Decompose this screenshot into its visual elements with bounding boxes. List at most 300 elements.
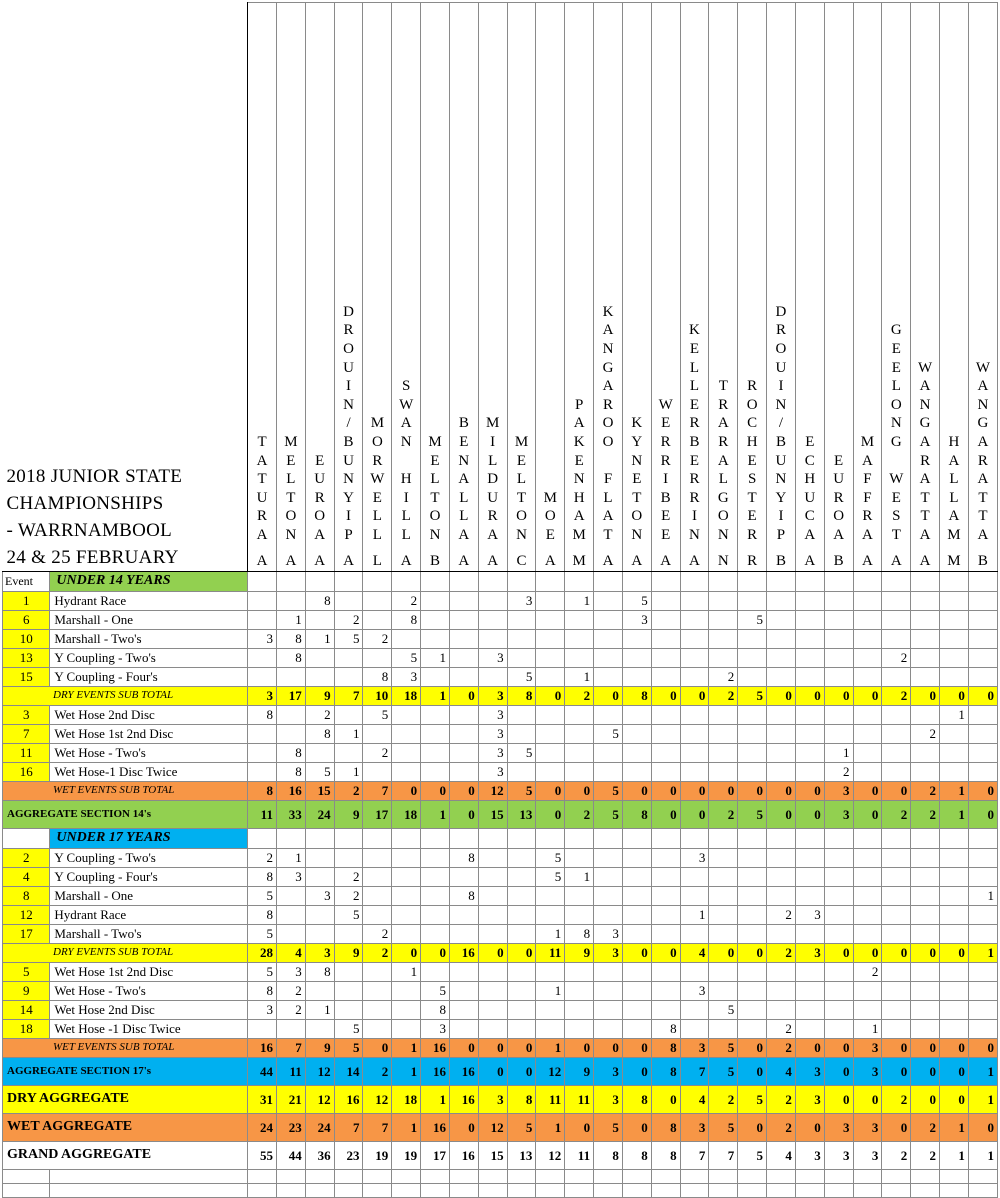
title-line: 2018 JUNIOR STATE [6,465,183,487]
score-cell [334,705,363,724]
section-header-row [3,571,998,591]
score-cell [421,867,450,886]
score-cell: 2 [334,886,363,905]
event-row [3,1000,998,1019]
score-cell [392,981,421,1000]
score-cell: 0 [911,1057,940,1085]
score-cell: 3 [305,943,334,962]
score-cell: 4 [276,943,305,962]
event-row [3,705,998,724]
blank-row [3,1183,998,1197]
score-cell: 3 [594,1057,623,1085]
score-cell [738,571,767,591]
score-cell: 16 [276,781,305,800]
score-cell [334,1000,363,1019]
score-cell: 2 [767,905,796,924]
event-row [3,848,998,867]
event-number: 13 [3,648,50,667]
score-cell: 0 [622,1057,651,1085]
event-name: Y Coupling - Two's [50,848,248,867]
score-cell [622,743,651,762]
event-name: Wet Hose 2nd Disc [50,705,248,724]
score-cell: 5 [305,762,334,781]
score-cell [853,867,882,886]
score-cell [536,648,565,667]
score-cell: 2 [911,724,940,743]
score-cell: 0 [709,943,738,962]
team-header [421,3,450,572]
score-cell: 5 [594,724,623,743]
score-cell [421,610,450,629]
score-cell [651,724,680,743]
score-cell [882,743,911,762]
blank-cell [334,1169,363,1183]
score-cell [421,924,450,943]
team-header [767,3,796,572]
score-cell: 1 [680,905,709,924]
score-cell [680,962,709,981]
score-cell [680,828,709,848]
score-cell: 0 [594,1038,623,1057]
blank-cell [594,1183,623,1197]
score-cell [968,705,997,724]
score-cell: 0 [622,1113,651,1141]
team-section: A [631,552,643,569]
total-label: GRAND AGGREGATE [3,1141,248,1169]
team-name: W E R R I B E E [658,396,673,543]
score-cell: 1 [392,1038,421,1057]
event-number: 15 [3,667,50,686]
score-cell: 0 [882,781,911,800]
score-cell [853,667,882,686]
score-cell [449,1019,478,1038]
blank-cell [421,1169,450,1183]
score-cell [940,667,969,686]
score-cell [276,705,305,724]
blank-cell [709,1169,738,1183]
score-cell: 3 [478,705,507,724]
score-cell: 0 [968,800,997,828]
score-cell [536,591,565,610]
score-cell: 8 [248,867,277,886]
score-cell [824,705,853,724]
score-cell: 1 [421,800,450,828]
score-cell [853,629,882,648]
event-row [3,905,998,924]
score-cell: 5 [536,848,565,867]
score-cell: 3 [680,1038,709,1057]
score-cell [334,962,363,981]
score-cell [449,667,478,686]
score-cell [911,848,940,867]
score-cell [622,648,651,667]
score-cell: 3 [680,848,709,867]
score-cell [680,629,709,648]
score-cell: 2 [305,705,334,724]
score-cell: 3 [478,762,507,781]
score-cell: 12 [478,781,507,800]
team-name: E U R O A [833,452,845,543]
score-cell [305,905,334,924]
score-cell: 0 [421,781,450,800]
team-section: C [516,552,527,569]
score-cell: 0 [651,781,680,800]
score-cell: 7 [709,1141,738,1169]
aggregate-label: AGGREGATE SECTION 14's [3,800,248,828]
score-cell [709,848,738,867]
team-name: E U R O A [314,452,326,543]
score-cell [565,1000,594,1019]
score-cell [363,981,392,1000]
blank-cell [853,1183,882,1197]
score-cell [363,1019,392,1038]
event-number: 18 [3,1019,50,1038]
blank-cell [305,1183,334,1197]
score-cell [622,867,651,886]
score-cell [392,828,421,848]
score-cell [392,1019,421,1038]
event-row [3,867,998,886]
score-cell: 0 [940,1085,969,1113]
score-cell: 7 [334,1113,363,1141]
score-cell [911,886,940,905]
score-cell: 12 [536,1141,565,1169]
event-number: 3 [3,705,50,724]
score-cell [824,591,853,610]
score-cell [738,743,767,762]
score-cell [940,905,969,924]
score-cell: 2 [709,1085,738,1113]
event-column-header: Event [3,571,50,591]
team-header [594,3,623,572]
score-cell: 28 [248,943,277,962]
score-cell: 1 [968,1141,997,1169]
score-cell [853,648,882,667]
team-name: W A N G A R A T T A [975,359,990,543]
team-header [795,3,824,572]
score-cell: 0 [824,686,853,705]
score-cell [507,886,536,905]
score-cell: 5 [248,886,277,905]
score-cell: 8 [507,686,536,705]
score-cell [795,667,824,686]
score-cell [911,667,940,686]
score-cell: 0 [968,1038,997,1057]
score-cell [305,743,334,762]
score-cell: 8 [651,1113,680,1141]
score-cell [449,705,478,724]
score-cell [276,591,305,610]
team-name: M A F F R A [860,433,875,543]
score-cell: 33 [276,800,305,828]
score-cell: 2 [709,686,738,705]
score-cell [363,848,392,867]
score-cell [940,886,969,905]
score-cell: 9 [565,943,594,962]
score-cell: 0 [536,686,565,705]
score-cell: 5 [536,867,565,886]
score-cell [536,571,565,591]
score-cell: 0 [911,1085,940,1113]
score-cell: 44 [248,1057,277,1085]
score-cell: 0 [882,1113,911,1141]
score-cell [680,1019,709,1038]
score-cell [478,848,507,867]
score-cell [305,981,334,1000]
section-header-row [3,828,998,848]
blank-cell [478,1169,507,1183]
score-cell [536,962,565,981]
score-cell: 7 [363,781,392,800]
total-label: DRY AGGREGATE [3,1085,248,1113]
score-cell [738,705,767,724]
score-cell [680,648,709,667]
score-cell [795,610,824,629]
team-section: A [890,552,902,569]
score-cell: 0 [738,1057,767,1085]
score-cell [940,981,969,1000]
score-cell [824,848,853,867]
team-name: M E L T O N [428,433,442,543]
score-cell [680,591,709,610]
event-number: 9 [3,981,50,1000]
score-cell: 7 [363,1113,392,1141]
blank-cell [680,1169,709,1183]
score-cell [507,981,536,1000]
event-row [3,886,998,905]
event-name: Wet Hose 2nd Disc [50,1000,248,1019]
score-cell [940,648,969,667]
score-cell: 1 [940,800,969,828]
score-cell: 0 [536,800,565,828]
score-cell [767,648,796,667]
score-cell [594,667,623,686]
score-cell [824,962,853,981]
score-cell: 5 [248,962,277,981]
score-cell [478,591,507,610]
score-cell: 0 [449,686,478,705]
score-cell [421,762,450,781]
score-cell: 0 [565,781,594,800]
event-name: Y Coupling - Two's [50,648,248,667]
event-name: Wet Hose -1 Disc Twice [50,1019,248,1038]
score-cell [709,648,738,667]
score-cell: 4 [767,1057,796,1085]
score-cell [795,724,824,743]
score-cell [536,1019,565,1038]
score-cell [449,924,478,943]
score-cell [449,1000,478,1019]
score-cell: 8 [363,667,392,686]
score-cell: 0 [767,800,796,828]
score-cell [853,571,882,591]
score-cell [824,1000,853,1019]
team-name: W A N G A R A T T A [918,359,933,543]
score-cell: 3 [392,667,421,686]
score-cell: 8 [651,1141,680,1169]
score-cell: 12 [536,1057,565,1085]
event-name: Wet Hose 1st 2nd Disc [50,962,248,981]
score-cell [536,629,565,648]
score-cell [392,762,421,781]
score-cell: 18 [392,1085,421,1113]
score-cell [882,1000,911,1019]
blank-cell [392,1183,421,1197]
score-cell [940,591,969,610]
section-aggregate-row [3,1057,998,1085]
score-cell: 3 [622,610,651,629]
score-cell [824,905,853,924]
score-cell [478,924,507,943]
score-cell [276,886,305,905]
score-cell [449,648,478,667]
score-cell [940,743,969,762]
event-row [3,762,998,781]
score-cell [305,828,334,848]
subtotal-row [3,1038,998,1057]
team-name: M E L T O N [284,433,298,543]
score-cell [449,743,478,762]
score-cell: 21 [276,1085,305,1113]
score-cell [767,762,796,781]
blank-cell [449,1183,478,1197]
event-name: Marshall - Two's [50,924,248,943]
score-cell: 8 [565,924,594,943]
score-cell [795,1019,824,1038]
team-name: G E E L O N G W E S T [889,322,904,543]
score-cell [392,705,421,724]
blank-cell [709,1183,738,1197]
score-cell: 3 [248,686,277,705]
score-cell: 5 [738,1085,767,1113]
score-cell: 7 [276,1038,305,1057]
score-cell [622,629,651,648]
score-cell: 5 [507,667,536,686]
score-cell [565,610,594,629]
score-cell: 3 [795,943,824,962]
event-name: Wet Hose - Two's [50,981,248,1000]
score-cell: 0 [940,1057,969,1085]
team-header [248,3,277,572]
event-number: 12 [3,905,50,924]
score-cell: 8 [248,781,277,800]
score-cell [594,629,623,648]
score-cell [767,571,796,591]
score-cell [709,762,738,781]
score-cell: 8 [507,1085,536,1113]
score-cell [305,848,334,867]
score-cell [248,667,277,686]
score-cell [363,571,392,591]
team-section: A [285,552,297,569]
score-cell: 2 [911,781,940,800]
blank-cell [622,1169,651,1183]
score-cell [594,648,623,667]
score-cell: 8 [276,629,305,648]
blank-cell [824,1169,853,1183]
team-name: K E L L E R B E R R I N [689,322,700,543]
score-cell: 0 [622,943,651,962]
score-cell [594,610,623,629]
score-cell [622,1019,651,1038]
score-cell [651,743,680,762]
score-cell: 3 [824,800,853,828]
score-cell: 2 [824,762,853,781]
event-number: 11 [3,743,50,762]
score-cell [305,667,334,686]
score-cell [767,724,796,743]
score-cell: 1 [276,610,305,629]
score-cell: 0 [738,781,767,800]
score-cell [709,629,738,648]
score-cell [795,705,824,724]
score-cell [421,828,450,848]
score-cell [305,1019,334,1038]
score-cell: 2 [334,781,363,800]
title-line: CHAMPIONSHIPS [6,492,164,514]
score-cell [968,905,997,924]
event-name: Marshall - One [50,610,248,629]
score-cell [565,743,594,762]
score-cell: 11 [276,1057,305,1085]
team-section: A [919,552,931,569]
score-cell [305,924,334,943]
score-cell [622,962,651,981]
score-cell: 0 [478,1038,507,1057]
team-header [853,3,882,572]
score-cell [738,667,767,686]
score-cell: 0 [363,1038,392,1057]
blank-cell [940,1169,969,1183]
score-cell [536,743,565,762]
score-cell: 9 [334,800,363,828]
score-cell [795,743,824,762]
score-cell: 0 [680,800,709,828]
blank-cell [363,1169,392,1183]
score-cell [449,867,478,886]
score-cell [651,828,680,848]
score-cell: 5 [622,591,651,610]
header-row [3,3,998,572]
score-cell [478,1000,507,1019]
score-cell: 0 [968,781,997,800]
event-number: 7 [3,724,50,743]
score-cell [911,648,940,667]
score-cell [911,828,940,848]
score-cell: 0 [882,1057,911,1085]
score-cell [911,924,940,943]
team-name: K Y N E T O N [631,415,643,543]
team-section: A [343,552,354,569]
score-cell [594,962,623,981]
score-cell [392,848,421,867]
score-cell [363,648,392,667]
score-cell: 0 [968,1113,997,1141]
team-name: T R A R A L G O N [717,378,729,543]
score-cell [248,828,277,848]
score-cell: 3 [594,1085,623,1113]
score-cell [507,848,536,867]
score-cell [478,962,507,981]
score-cell: 15 [478,800,507,828]
score-cell: 0 [536,781,565,800]
score-cell [449,610,478,629]
score-cell [911,905,940,924]
score-cell [795,924,824,943]
event-row [3,743,998,762]
score-cell [911,571,940,591]
score-cell [680,743,709,762]
